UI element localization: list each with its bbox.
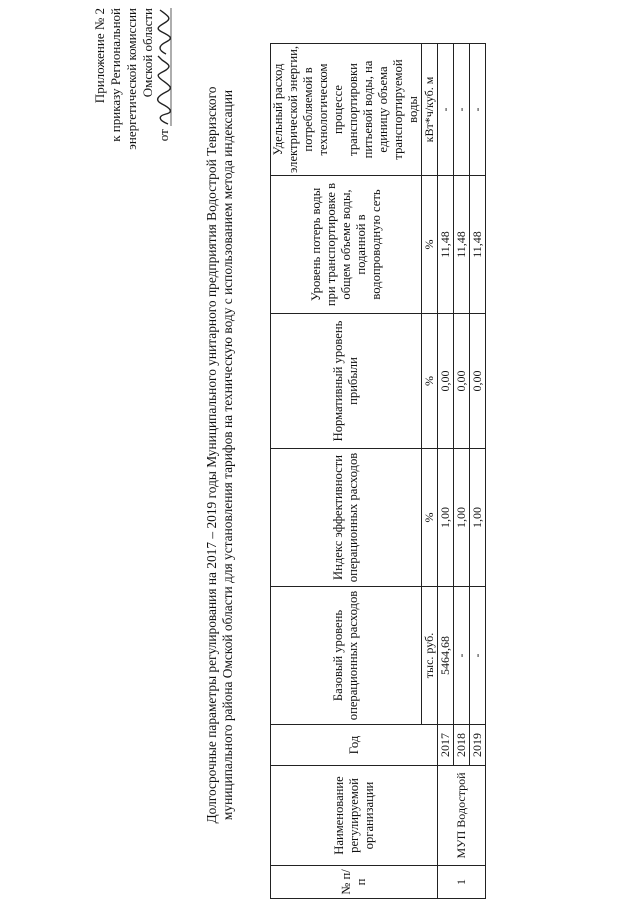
cell-energy-consumption: - [454, 44, 470, 176]
cell-water-loss: 11,48 [454, 176, 470, 314]
table-header-row [271, 44, 422, 899]
cell-profit-level: 0,00 [454, 314, 470, 449]
cell-profit-level: 0,00 [470, 314, 486, 449]
heading-line-2: муниципального района Омской области для установления тарифов на техническую воду с использованием метода индексации [220, 89, 235, 821]
header-water-loss: Уровень потерь воды при транспортировке в общем объеме воды, поданной в водопроводную сеть [271, 176, 422, 314]
cell-efficiency-index: 1,00 [470, 449, 486, 587]
cell-base-opex: 5464,68 [438, 587, 454, 725]
heading-line-1: Долгосрочные параметры регулирования на 2017 – 2019 годы Муниципального унитарного предприятия Водострой Тевризского [204, 86, 219, 824]
unit-profit-level: % [422, 314, 438, 449]
header-efficiency-index: Индекс эффективности операционных расходов [271, 449, 422, 587]
header-organization: Наименование регулируемой организации [271, 766, 438, 866]
cell-water-loss: 11,48 [470, 176, 486, 314]
cell-water-loss: 11,48 [438, 176, 454, 314]
cell-year: 2018 [454, 725, 470, 766]
cell-row-number: 1 [438, 866, 486, 899]
header-num: № п/п [271, 866, 438, 899]
cell-efficiency-index: 1,00 [454, 449, 470, 587]
unit-energy-consumption: кВт*ч/куб. м [422, 44, 438, 176]
appendix-region: Омской области [140, 8, 155, 98]
header-year: Год [271, 725, 438, 766]
cell-base-opex: - [454, 587, 470, 725]
appendix-date-prefix: от [156, 129, 171, 142]
parameters-table [270, 43, 486, 899]
appendix-date-line [156, 8, 172, 208]
unit-base-opex: тыс. руб. [422, 587, 438, 725]
cell-year: 2019 [470, 725, 486, 766]
document-heading [204, 15, 236, 895]
unit-efficiency-index: % [422, 449, 438, 587]
cell-efficiency-index: 1,00 [438, 449, 454, 587]
cell-profit-level: 0,00 [438, 314, 454, 449]
cell-energy-consumption: - [438, 44, 454, 176]
cell-organization: МУП Водострой [438, 766, 486, 866]
unit-water-loss: % [422, 176, 438, 314]
appendix-title: Приложение № 2 [92, 8, 107, 104]
cell-base-opex: - [470, 587, 486, 725]
appendix-commission: энергетической комиссии [124, 8, 139, 150]
handwritten-date-signature [158, 8, 172, 126]
appendix-order-ref: к приказу Региональной [108, 8, 123, 142]
header-base-opex: Базовый уровень операционных расходов [271, 587, 422, 725]
cell-year: 2017 [438, 725, 454, 766]
appendix-block [92, 8, 172, 208]
header-energy-consumption: Удельный расход электрической энергии, потребляемой в технологическом процессе транспортировки питьевой воды, на единицу объема транспортируемой воды [271, 44, 422, 176]
table-row [438, 44, 454, 899]
cell-energy-consumption: - [470, 44, 486, 176]
header-profit-level: Нормативный уровень прибыли [271, 314, 422, 449]
